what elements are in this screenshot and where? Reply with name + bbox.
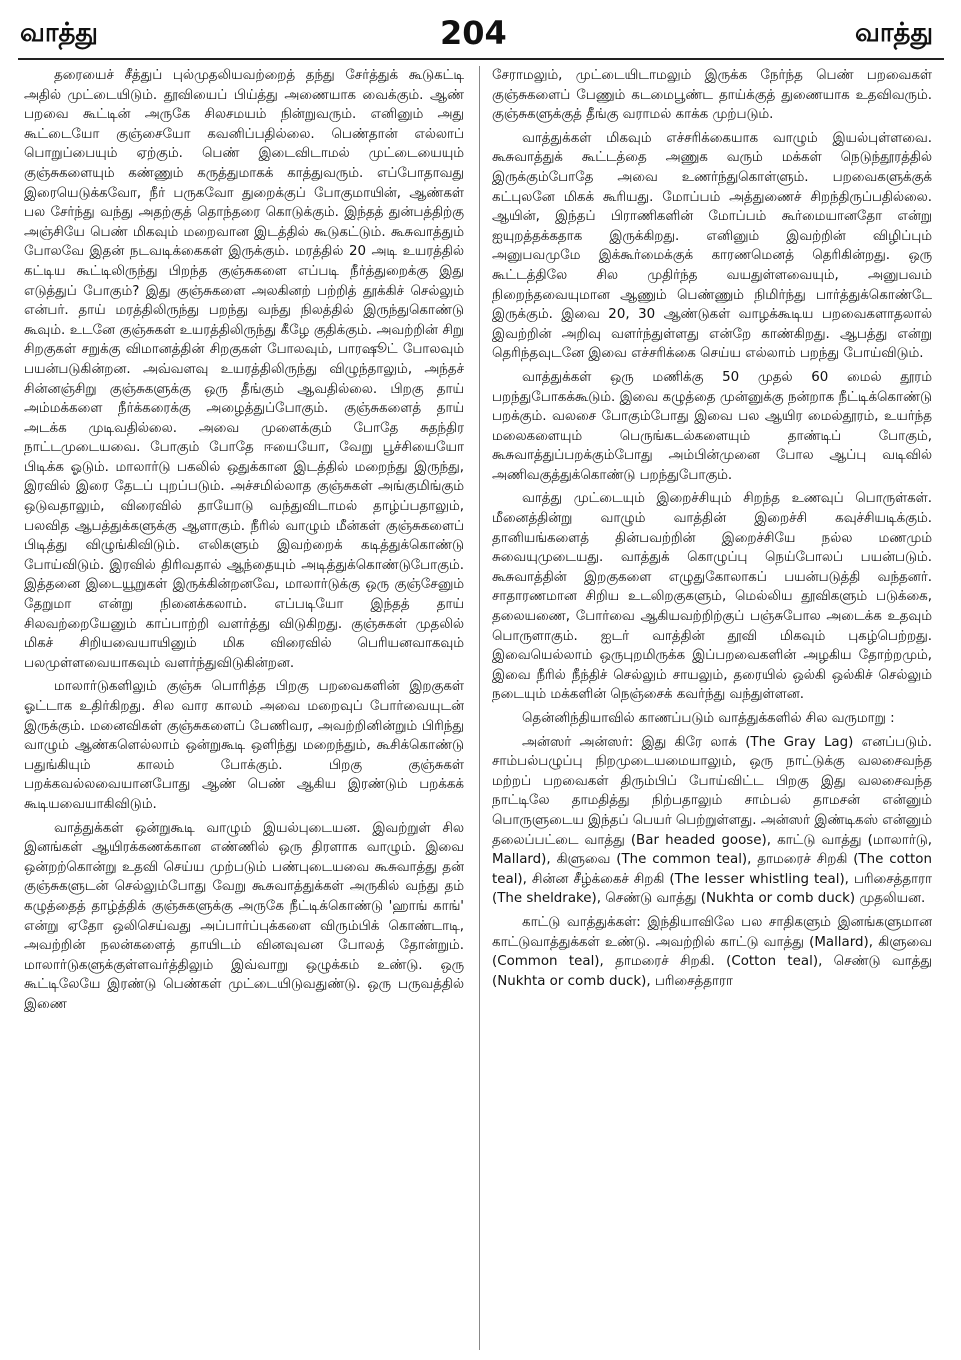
left-column xyxy=(24,66,464,1354)
right-paragraph: காட்டு வாத்துக்கள்: இந்தியாவிலே பல சாதிகளும் இனங்களுமான காட்டுவாத்துக்கள் உண்டு. அவற்றில் காட்டு வாத்து (Mallard), கிளுவை (Common teal), தாமரைச் சிறகி. (Cotton teal), செண்டு வாத்து (Nukhta or comb duck), பரிசைத்தாரா xyxy=(492,914,932,989)
right-paragraph: அன்ஸர் அன்ஸர்: இது கிரே லாக் (The Gray Lag) எனப்படும். சாம்பல்பழுப்பு நிறமுடையமையாலும், ஒரு நாட்டுக்கு வலசைவந்த மற்றப் பறவைகள் திரும்பிப் போய்விட்ட பிறகு இது வலசைவந்த நாட்டிலே தாமதித்து நிற்பதாலும் சாம்பல் தாமசன் என்னும் பொருளுடைய இந்தப் பெயர் பெற்றுள்ளது. அன்ஸர் இண்டிகஸ் என்னும் தலைப்பட்டை வாத்து (Bar headed goose), காட்டு வாத்து (மாலார்டு, Mallard), கிளுவை (The common teal), தாமரைச் சிறகி (The cotton teal), சின்ன சீழ்க்கைச் சிறகி (The lesser whistling teal), பரிசைத்தாரா (The sheldrake), செண்டு வாத்து (Nukhta or comb duck) முதலியன. xyxy=(492,734,932,907)
running-head-left: வாத்து xyxy=(20,18,98,48)
right-paragraph: வாத்துக்கள் ஒரு மணிக்கு 50 முதல் 60 மைல் தூரம் பறந்துபோகக்கூடும். இவை கழுத்தை முன்னுக்கு நன்றாக நீட்டிக்கொண்டு பறக்கும். வலசை போகும்போது இவை பல ஆயிர மைல்தூரம், உயர்ந்த மலைகளையும் பெருங்கடல்களையும் தாண்டிப் போகும், கூசுவாத்துப்பறக்கும்போது அம்பின்முனை போல ஆப்பு வடிவில் அணிவகுத்துக்கொண்டு பறந்துபோகும். xyxy=(492,369,932,483)
running-head-right: வாத்து xyxy=(855,18,933,48)
header-rule xyxy=(18,58,944,60)
right-column xyxy=(492,66,932,1354)
right-paragraph: தென்னிந்தியாவில் காணப்படும் வாத்துக்களில் சில வருமாறு : xyxy=(522,711,895,726)
right-paragraph: வாத்து முட்டையும் இறைச்சியும் சிறந்த உணவுப் பொருள்கள். மீனைத்தின்று வாழும் வாத்தின் இறைச்சி கவுச்சியடிக்கும். தானியங்களைத் தின்பவற்றின் இறைச்சியே நல்ல மணமும் சுவையுமுடையது. வாத்துக் கொழுப்பு நெய்போலப் பயன்படும். கூசுவாத்தின் இறகுகளை எழுதுகோலாகப் பயன்படுத்தி வந்தனர். சாதாரணமான சிறிய உடலிறகுகளும், மெல்லிய தூவிகளும் படுக்கை, தலையணை, போர்வை ஆகியவற்றிற்குப் பஞ்சுபோல அடைக்க உதவும் பொருளாகும். ஐடர் வாத்தின் தூவி மிகவும் புகழ்பெற்றது. இவையெல்லாம் ஒருபுறமிருக்க இப்பறவைகளின் அழகிய தோற்றமும், இவை நீரில் நீந்திச் செல்லும் சாயலும், தரையில் ஒல்கி ஒல்கிச் செல்லும் நடையும் மக்களின் நெஞ்சைக் கவர்ந்து வந்துள்ளன. xyxy=(492,491,932,703)
right-paragraph: வாத்துக்கள் மிகவும் எச்சரிக்கையாக வாழும் இயல்புள்ளவை. கூசுவாத்துக் கூட்டத்தை அணுக வரும் மக்கள் நெடுந்தூரத்தில் இருக்கும்போதே அவை உணர்ந்துகொள்ளும். பறவைகளுக்குக் கட்புலனே மிகக் கூரியது. மோப்பம் அத்துணைச் சிறந்திருப்பதில்லை. ஆயின், இந்தப் பிராணிகளின் மோப்பம் கூர்மையானதோ என்று ஐயுறத்தக்கதாக இருக்கிறது. எனினும் இவற்றின் விழிப்பும் அனுபவமுமே இக்கூர்மைக்குக் காரணமெனத் தெரிகின்றது. ஒரு கூட்டத்திலே சில முதிர்ந்த வயதுள்ளவையும், அனுபவம் நிறைந்தவையுமான ஆணும் பெண்ணும் நிமிர்ந்து பார்த்துக்கொண்டே இருக்கும். இவை 20, 30 ஆண்டுகள் வாழக்கூடிய பறவைகளாதலால் இவற்றின் அறிவு வளர்ந்துள்ளது என்றே காண்கிறது. ஆபத்து என்று தெரிந்தவுடனே இவை எச்சரிக்கை செய்ய எல்லாம் பறந்து போய்விடும். xyxy=(492,130,932,362)
left-paragraph: மாலார்டுகளிலும் குஞ்சு பொரித்த பிறகு பறவைகளின் இறகுகள் ஓட்டாக உதிர்கிறது. சில வார காலம் அவை மறைவுப் போர்வையுடன் இருக்கும். மனைவிகள் குஞ்சுகளைப் பேணிவர, அவற்றினின்றும் பிரிந்து வாழும் ஆண்களெல்லாம் ஒன்றுகூடி ஒளிந்து மறைந்தும், கூசிக்கொண்டு பதுங்கியும் காலம் போக்கும். பிறகு குஞ்சுகள் பறக்கவல்லவையானபோது ஆண் பெண் ஆகிய இரண்டும் பறக்கக் கூடியவையாகிவிடும். xyxy=(24,679,464,812)
left-paragraph: தரையைச் சீத்துப் புல்முதலியவற்றைத் தந்து சேர்த்துக் கூடுகட்டி அதில் முட்டையிடும். தூவியைப் பிய்த்து அணையாக வைக்கும். ஆண் பறவை கூட்டின் அருகே சிலசமயம் நின்றுவரும். எனினும் அது கூட்டையோ குஞ்சையோ கவனிப்பதில்லை. பெண்தான் எல்லாப் பொறுப்பையும் ஏற்கும். பெண் இடைவிடாமல் முட்டையையும் குஞ்சுகளையும் கண்ணும் கருத்துமாகக் காத்துவரும். எப்போதாவது இரையெடுக்கவோ, நீர் பருகவோ துறைக்குப் போகுமாயின், ஆண்கள் பல சேர்ந்து வந்து அதற்குத் தொந்தரை கொடுக்கும். இந்தத் துன்பத்திற்கு அஞ்சியே பெண் மிகவும் மறைவான இடத்தில் கூடுகட்டும். கூசுவாத்தும் போலவே இதன் நடவடிக்கைகள் இருக்கும். மரத்தில் 20 அடி உயரத்தில் கட்டிய கூட்டிலிருந்து பிறந்த குஞ்சுகளை எப்படி நீர்த்துறைக்கு இது எடுத்துப் போகும்? இது குஞ்சுகளை அலகினற் பற்றித் தூக்கிச் செல்லும் என்பர். தாய் மரத்திலிருந்து பறந்து வந்து நிலத்தில் இருந்துகொண்டு கூவும். உடனே குஞ்சுகள் உயரத்திலிருந்து கீழே குதிக்கும். அவற்றின் சிறு சிறகுகள் சறுக்கு விமானத்தின் சிறகுகள் போலவும், பாரஷூட் போலவும் பயன்படுகின்றன. அவ்வளவு உயரத்திலிருந்து விழுந்தாலும், அந்தச் சின்னஞ்சிறு குஞ்சுகளுக்கு ஒரு தீங்கும் ஆவதில்லை. பிறகு தாய் அம்மக்களை நீர்க்கரைக்கு அழைத்துப்போகும். குஞ்சுகளைத் தாய் அடக்க முடிவதில்லை. அவை முளைக்கும் போதே சுதந்திர நாட்டமுடையவை. போகும் போதே ஈயையோ, வேறு பூச்சியையோ பிடிக்க ஓடும். மாலார்டு பகலில் ஒதுக்கான இடத்தில் மறைந்து இருந்து, இரவில் இரை தேடப் புறப்படும். அச்சமில்லாத குஞ்சுகள் அங்குமிங்கும் ஒடுவதாலும், விரைவில் தாயோடு வந்துவிடாமல் தாழ்ப்பதாலும், பலவித ஆபத்துக்களுக்கு ஆளாகும். நீரில் வாழும் மீன்கள் குஞ்சுகளைப் பிடித்து விழுங்கிவிடும். எலிகளும் இவற்றைக் கடித்துக்கொண்டு போய்விடும். இரவில் திரிவதால் ஆந்தையும் அடித்துக்கொண்டுபோகும். இத்தனை இடையூறுகள் இருக்கின்றனவே, மாலார்டுக்கு ஒரு குஞ்சேனும் தேறுமா என்று நினைக்கலாம். எப்படியோ இந்தத் தாய் சிலவற்றையேனும் காப்பாற்றி வளர்த்து விடுகிறது. குஞ்சுகள் முதலில் மிகச் சிறியவையாயினும் மிக விரைவில் பெரியனவாகவும் பலமுள்ளவையாகவும் வளர்ந்துவிடுகின்றன. xyxy=(24,68,464,671)
right-paragraph: சேராமலும், முட்டையிடாமலும் இருக்க நேர்ந்த பெண் பறவைகள் குஞ்சுகளைப் பேணும் கடமைபூண்ட தாய்க்குத் துணையாக உதவிவரும். குஞ்சுகளுக்குத் தீங்கு வராமல் காக்க முற்படும். xyxy=(492,68,932,123)
column-divider xyxy=(479,66,480,1350)
page-number: 204 xyxy=(440,14,507,52)
left-paragraph: வாத்துக்கள் ஒன்றுகூடி வாழும் இயல்புடையன. இவற்றுள் சில இனங்கள் ஆயிரக்கணக்கான எண்ணில் ஒரு திரளாக வாழும். இவை ஒன்றற்கொன்று உதவி செய்ய முற்படும் பண்புடையவை கூசுவாத்து தன் குஞ்சுகளுடன் செல்லும்போது வேறு கூசுவாத்துக்கள் அருகில் வந்து தம் கழுத்தைத் தாழ்த்திக் குஞ்சுகளுக்கு அருகே நீட்டிக்கொண்டு 'ஹாங் காங்' என்று ஏதோ ஒலிசெய்வது அப்பார்ப்புக்களை விரும்பிக் கொண்டாடி, அவற்றின் நலன்களைத் தாயிடம் வினவுவன போலத் தோன்றும். மாலார்டுகளுக்குள்ளவர்த்திலும் இவ்வாறு ஒழுக்கம் உண்டு. ஒரு கூட்டிலேயே இரண்டு பெண்கள் முட்டையிடுவதுண்டு. ஒரு பருவத்தில் இணை xyxy=(24,820,464,1012)
page-header xyxy=(0,0,961,62)
